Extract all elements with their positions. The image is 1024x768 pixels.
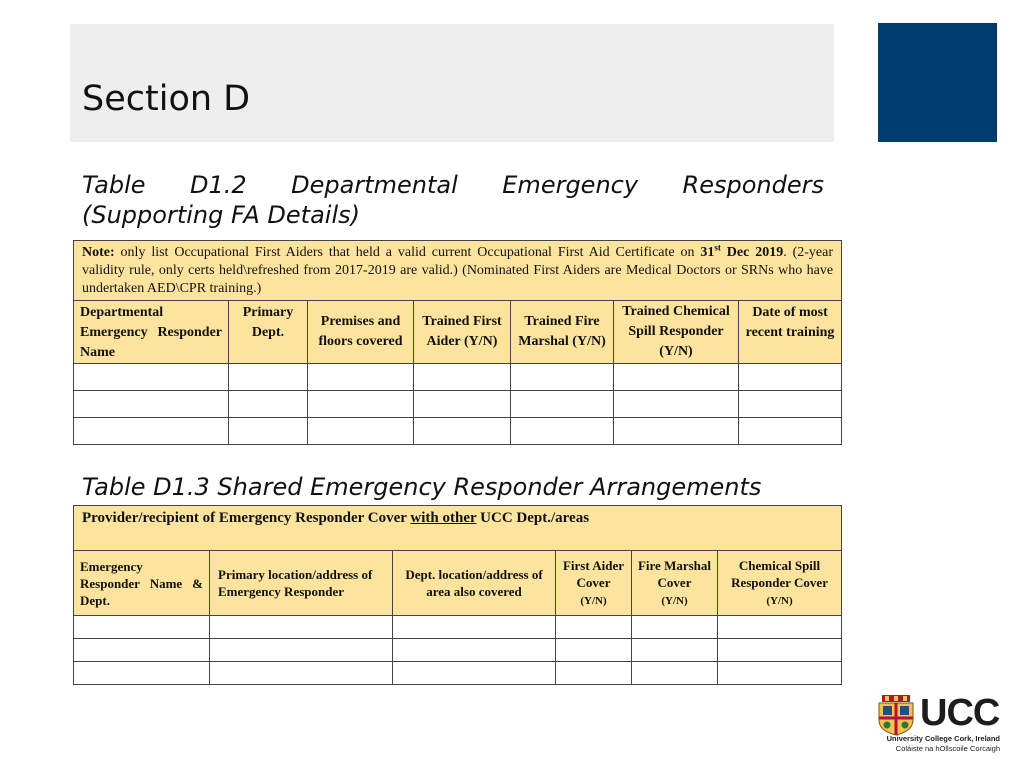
- col-header-fire-marshal-cover: [632, 551, 718, 616]
- logo-line-english: University College Cork, Ireland: [886, 734, 1000, 743]
- col-header-fire-marshal: Trained Fire Marshal (Y/N): [511, 301, 614, 364]
- title-band: [70, 24, 834, 142]
- table-cell: [74, 639, 210, 662]
- note-date-rest: Dec 2019: [720, 245, 784, 260]
- table-cell: [74, 391, 229, 418]
- col-header-first-aider-cover: [556, 551, 632, 616]
- col-header-chemical-spill-cover: [718, 551, 842, 616]
- accent-square: [878, 23, 997, 142]
- col-header-dept-location: Dept. location/address of area also covered: [393, 551, 556, 616]
- table-cell: [614, 391, 739, 418]
- table-cell: [739, 364, 842, 391]
- chemical-spill-cover-label: Chemical Spill Responder Cover: [731, 557, 828, 590]
- table-cell: [614, 418, 739, 445]
- table-d13-provider-heading: [74, 506, 842, 551]
- ucc-crest-icon: [876, 694, 916, 736]
- note-text-before: only list Occupational First Aiders that held a valid current Occupational First Aid Certificate on: [114, 245, 701, 260]
- note-date: [700, 242, 784, 260]
- table-cell: [556, 616, 632, 639]
- table-cell: [393, 662, 556, 685]
- table-row: [74, 391, 842, 418]
- table-cell: [393, 639, 556, 662]
- table-row: [74, 418, 842, 445]
- note-date-day: 31: [700, 245, 715, 260]
- provider-text-underlined: with other: [410, 510, 477, 526]
- table-d12-caption: Table D1.2 Departmental Emergency Responders (Supporting FA Details): [82, 171, 824, 229]
- col-header-primary-location: Primary location/address of Emergency Responder: [210, 551, 393, 616]
- table-cell: [229, 364, 308, 391]
- table-cell: [511, 364, 614, 391]
- table-cell: [229, 391, 308, 418]
- col-header-responder-name: Departmental Emergency Responder Name: [74, 301, 229, 364]
- col-header-responder-name-dept: Emergency Responder Name & Dept.: [74, 551, 210, 616]
- table-cell: [74, 418, 229, 445]
- yn-label: (Y/N): [580, 594, 607, 607]
- table-cell: [210, 616, 393, 639]
- table-d12: [73, 240, 842, 445]
- table-row: [74, 616, 842, 639]
- table-cell: [511, 391, 614, 418]
- table-cell: [229, 418, 308, 445]
- table-cell: [739, 391, 842, 418]
- note-text-after: . (2-year validity rule, only certs held\refreshed from 2017-2019 are valid.) (Nominated First Aiders are Medical Doctors or SRNs who have undertaken AED\CPR training.): [82, 245, 834, 296]
- table-cell: [556, 662, 632, 685]
- fire-marshal-cover-label: Fire Marshal Cover: [637, 557, 712, 590]
- logo-wordmark: UCC: [920, 692, 1000, 734]
- col-header-chemical-spill: Trained Chemical Spill Responder (Y/N): [614, 301, 739, 364]
- table-cell: [74, 616, 210, 639]
- col-header-premises: Premises and floors covered: [308, 301, 414, 364]
- table-cell: [414, 418, 511, 445]
- table-cell: [632, 639, 718, 662]
- table-cell: [308, 364, 414, 391]
- table-cell: [210, 639, 393, 662]
- table-cell: [308, 418, 414, 445]
- table-cell: [739, 418, 842, 445]
- ucc-logo: [876, 694, 1000, 754]
- table-cell: [74, 364, 229, 391]
- col-header-first-aider: Trained First Aider (Y/N): [414, 301, 511, 364]
- note-label: Note:: [82, 245, 115, 260]
- table-cell: [414, 364, 511, 391]
- table-cell: [556, 639, 632, 662]
- table-cell: [718, 662, 842, 685]
- table-d13-caption: Table D1.3 Shared Emergency Responder Arrangements: [82, 473, 762, 501]
- col-header-primary-dept: Primary Dept.: [229, 301, 308, 364]
- table-cell: [308, 391, 414, 418]
- table-cell: [210, 662, 393, 685]
- table-cell: [614, 364, 739, 391]
- table-d13: [73, 505, 842, 685]
- table-cell: [632, 662, 718, 685]
- logo-line-irish: Coláiste na hOllscoile Corcaigh: [895, 744, 1000, 753]
- table-cell: [511, 418, 614, 445]
- table-cell: [74, 662, 210, 685]
- table-row: [74, 364, 842, 391]
- table-row: [74, 639, 842, 662]
- provider-text-after: UCC Dept./areas: [476, 510, 590, 526]
- table-d12-note: [74, 241, 842, 301]
- table-cell: [718, 639, 842, 662]
- table-cell: [393, 616, 556, 639]
- table-cell: [718, 616, 842, 639]
- note-date-suffix: st: [714, 242, 721, 253]
- table-cell: [632, 616, 718, 639]
- first-aider-cover-label: First Aider Cover: [562, 557, 624, 590]
- slide-title: Section D: [82, 79, 251, 119]
- yn-label: (Y/N): [766, 594, 793, 607]
- table-row: [74, 662, 842, 685]
- col-header-training-date: Date of most recent training: [739, 301, 842, 364]
- table-cell: [414, 391, 511, 418]
- yn-label: (Y/N): [661, 594, 688, 607]
- provider-text-before: Provider/recipient of Emergency Responder Cover: [82, 510, 411, 526]
